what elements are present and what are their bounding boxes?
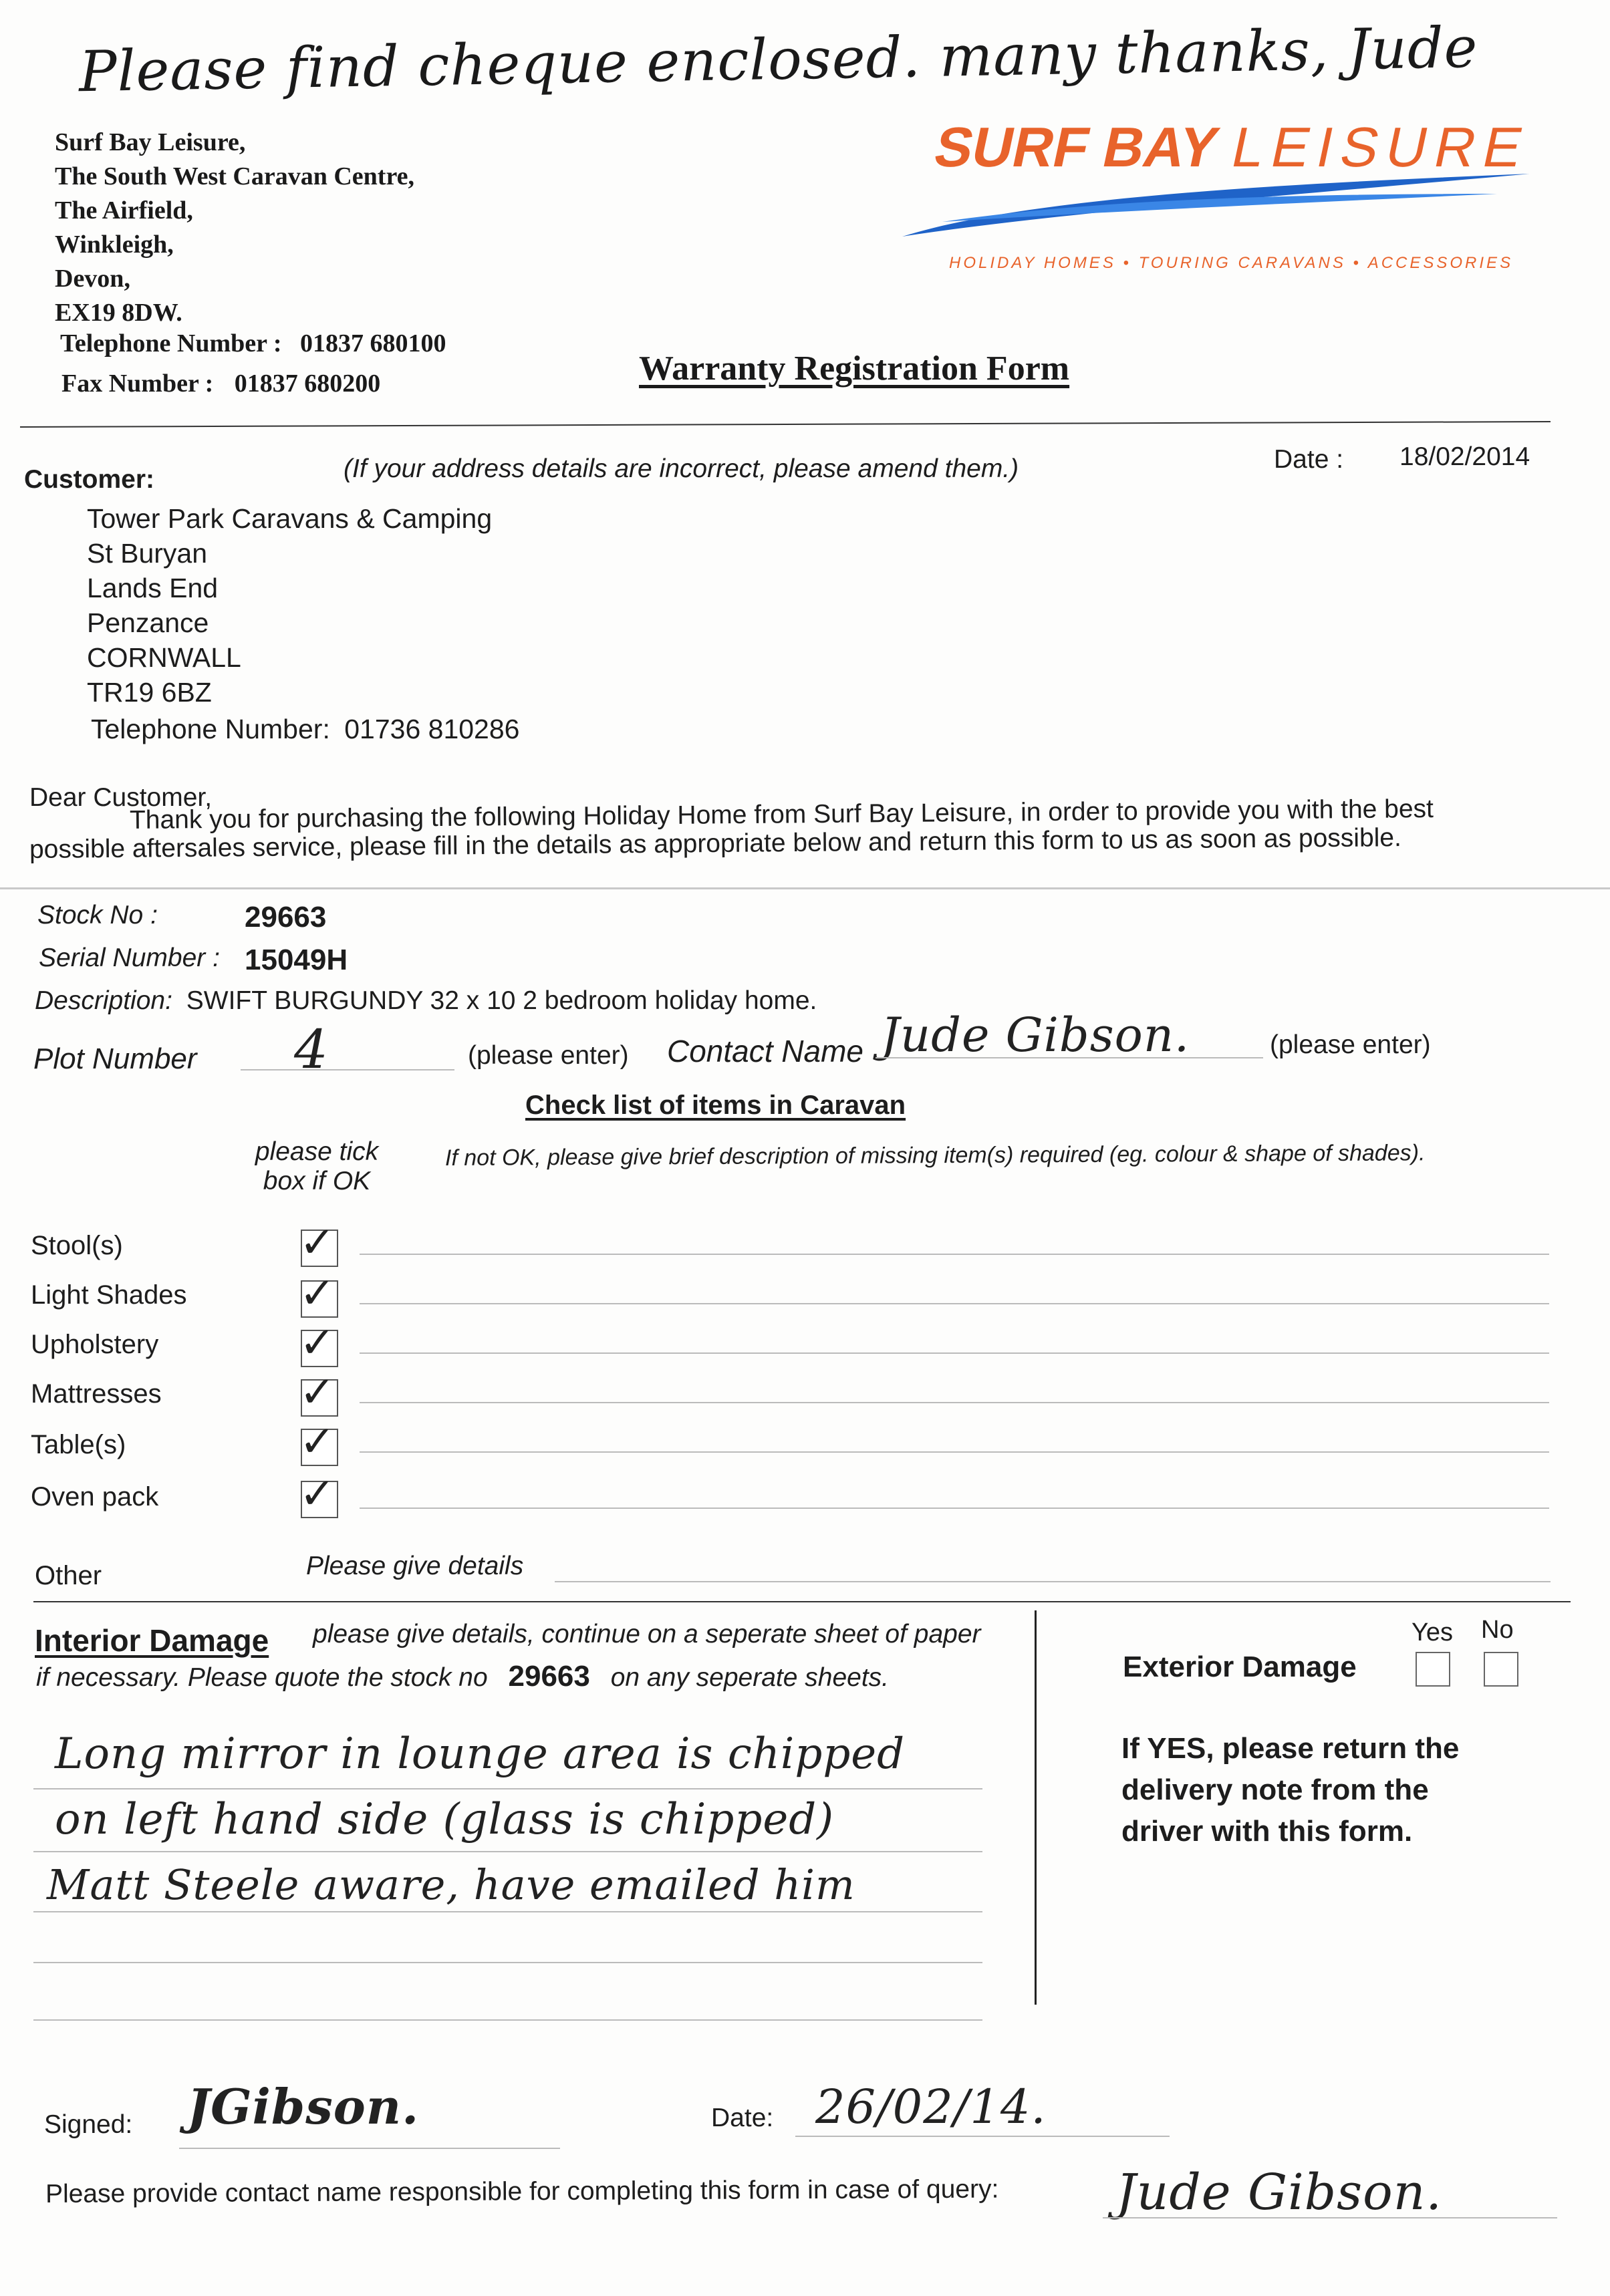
interior-text-row [36, 1660, 889, 1693]
serial-label: Serial Number : [39, 944, 220, 972]
other-hint: Please give details [306, 1552, 524, 1580]
missing-item-line[interactable] [360, 1451, 1549, 1453]
interior-handwritten-line[interactable]: Matt Steele aware, have emailed him [47, 1860, 855, 1909]
description-value: SWIFT BURGUNDY 32 x 10 2 bedroom holiday home. [186, 986, 817, 1015]
tick-mark: ✓ [299, 1417, 336, 1467]
interior-handwritten-line[interactable]: Long mirror in lounge area is chipped [55, 1729, 906, 1779]
tick-header [250, 1137, 384, 1196]
logo-word-bold: SURF BAY [929, 116, 1224, 178]
footer-date-value[interactable]: 26/02/14. [815, 2079, 1047, 2134]
tick-mark: ✓ [299, 1218, 336, 1268]
exterior-no-checkbox[interactable] [1484, 1652, 1518, 1687]
letter-line-1: Thank you for purchasing the following Holiday Home from Surf Bay Leisure, in order to provide you with the best [129, 794, 1434, 835]
contact-prompt-line [1103, 2217, 1557, 2218]
checklist-title: Check list of items in Caravan [525, 1091, 906, 1120]
tick-mark: ✓ [299, 1269, 336, 1318]
exterior-yes-checkbox[interactable] [1416, 1652, 1450, 1687]
interior-line [33, 1788, 982, 1789]
exterior-instruction-line: If YES, please return the [1121, 1732, 1460, 1765]
contact-prompt: Please provide contact name responsible for completing this form in case of query: [45, 2174, 999, 2208]
exterior-title: Exterior Damage [1123, 1651, 1357, 1683]
description-label: Description: [35, 986, 172, 1015]
company-telephone [60, 329, 446, 358]
customer-address [87, 501, 492, 710]
interior-text-3: on any seperate sheets. [610, 1663, 889, 1692]
checklist-item-label: Table(s) [31, 1430, 126, 1459]
customer-telephone-label: Telephone Number: [91, 714, 330, 744]
exterior-instruction-line: delivery note from the [1121, 1773, 1429, 1806]
tick-mark: ✓ [299, 1318, 336, 1368]
telephone-value: 01837 680100 [299, 329, 446, 357]
customer-address-line: St Buryan [87, 538, 208, 569]
fold-line [0, 887, 1610, 889]
customer-date: 18/02/2014 [1399, 442, 1530, 471]
checklist-checkbox[interactable] [299, 1469, 338, 1519]
missing-item-line[interactable] [360, 1508, 1549, 1509]
checklist-item-label: Light Shades [31, 1280, 187, 1310]
exterior-instruction-line: driver with this form. [1121, 1815, 1413, 1848]
interior-text-1: please give details, continue on a seperate sheet of paper [313, 1620, 981, 1648]
exterior-yes-label: Yes [1412, 1618, 1453, 1646]
checklist-checkbox[interactable] [299, 1218, 338, 1268]
contact-please-enter: (please enter) [1270, 1030, 1431, 1059]
signed-label: Signed: [44, 2110, 133, 2139]
header-divider [20, 421, 1551, 428]
contact-label: Contact Name [667, 1034, 864, 1068]
logo-swoosh [896, 170, 1537, 243]
address-line: The South West Caravan Centre, [55, 162, 415, 190]
checklist-checkbox[interactable] [299, 1269, 338, 1318]
signature[interactable]: JGibson. [187, 2078, 420, 2135]
customer-address-line: Lands End [87, 573, 219, 603]
missing-item-line[interactable] [360, 1303, 1549, 1304]
missing-item-line[interactable] [360, 1254, 1549, 1255]
customer-telephone [91, 714, 519, 745]
interior-line [33, 1911, 982, 1912]
interior-line [33, 1851, 982, 1852]
plot-value[interactable]: 4 [294, 1018, 329, 1081]
stock-number: 29663 [245, 901, 327, 934]
exterior-instruction [1121, 1728, 1459, 1852]
interior-line [33, 1962, 982, 1963]
tick-mark: ✓ [299, 1368, 336, 1417]
damage-column-divider [1035, 1610, 1037, 2005]
fax-label: Fax Number : [61, 370, 214, 398]
tick-mark: ✓ [299, 1469, 336, 1519]
tick-header-line: box if OK [263, 1167, 371, 1195]
signature-line [179, 2148, 560, 2149]
plot-underline [241, 1069, 454, 1070]
company-fax [61, 369, 380, 398]
exterior-no-label: No [1481, 1616, 1514, 1644]
contact-name-value[interactable]: Jude Gibson. [881, 1008, 1190, 1062]
customer-address-line: CORNWALL [87, 642, 241, 673]
telephone-label: Telephone Number : [60, 329, 282, 357]
surf-bay-logo [896, 115, 1537, 289]
checklist-item-label: Mattresses [31, 1379, 162, 1409]
interior-line [33, 2019, 982, 2021]
logo-word-light: LEISURE [1226, 116, 1536, 178]
plot-please-enter: (please enter) [468, 1041, 629, 1070]
customer-label: Customer: [24, 465, 155, 494]
fax-value: 01837 680200 [234, 370, 381, 398]
address-line: Winkleigh, [55, 231, 174, 259]
customer-address-line: Tower Park Caravans & Camping [87, 503, 493, 534]
serial-number: 15049H [245, 944, 348, 976]
checklist-item-label: Stool(s) [31, 1231, 123, 1260]
plot-label: Plot Number [33, 1042, 197, 1075]
customer-address-line: TR19 6BZ [87, 677, 212, 708]
contact-underline [876, 1057, 1263, 1058]
missing-item-line[interactable] [360, 1352, 1549, 1354]
form-title: Warranty Registration Form [639, 349, 1070, 388]
customer-telephone-value: 01736 810286 [344, 714, 520, 744]
footer-date-label: Date: [711, 2104, 774, 2132]
interior-handwritten-line[interactable]: on left hand side (glass is chipped) [55, 1795, 835, 1844]
address-line: EX19 8DW. [55, 299, 182, 327]
contact-prompt-value[interactable]: Jude Gibson. [1116, 2164, 1442, 2221]
missing-item-line[interactable] [360, 1402, 1549, 1403]
checklist-checkbox[interactable] [299, 1417, 338, 1467]
address-line: Surf Bay Leisure, [55, 128, 246, 156]
missing-header: If not OK, please give brief description of missing item(s) required (eg. colour & shape of shades). [444, 1140, 1426, 1171]
logo-tagline: HOLIDAY HOMES • TOURING CARAVANS • ACCESSORIES [949, 254, 1514, 272]
checklist-checkbox[interactable] [299, 1318, 338, 1368]
interior-title: Interior Damage [35, 1623, 269, 1658]
date-line [795, 2136, 1170, 2137]
handwritten-note: Please find cheque enclosed. many thanks, Jude [78, 14, 1479, 105]
checklist-checkbox[interactable] [299, 1368, 338, 1417]
customer-date-label: Date : [1274, 445, 1344, 474]
other-label: Other [35, 1561, 102, 1590]
tick-header-line: please tick [255, 1137, 379, 1166]
other-details-line[interactable] [555, 1581, 1551, 1582]
address-line: The Airfield, [55, 196, 193, 225]
letter-salutation: Dear Customer, [29, 783, 213, 812]
customer-note: (If your address details are incorrect, please amend them.) [344, 454, 1019, 483]
company-address [55, 126, 414, 330]
interior-stock-no: 29663 [508, 1660, 590, 1693]
address-line: Devon, [55, 265, 130, 293]
stock-label: Stock No : [37, 901, 158, 929]
description-row [35, 986, 817, 1016]
customer-address-line: Penzance [87, 607, 209, 638]
damage-divider [33, 1601, 1571, 1602]
interior-text-2: if necessary. Please quote the stock no [36, 1663, 488, 1692]
checklist-item-label: Upholstery [31, 1330, 159, 1359]
checklist-item-label: Oven pack [31, 1482, 159, 1512]
letter-line-2: possible aftersales service, please fill in the details as appropriate below and return this form to us as soon as possible. [29, 823, 1402, 864]
